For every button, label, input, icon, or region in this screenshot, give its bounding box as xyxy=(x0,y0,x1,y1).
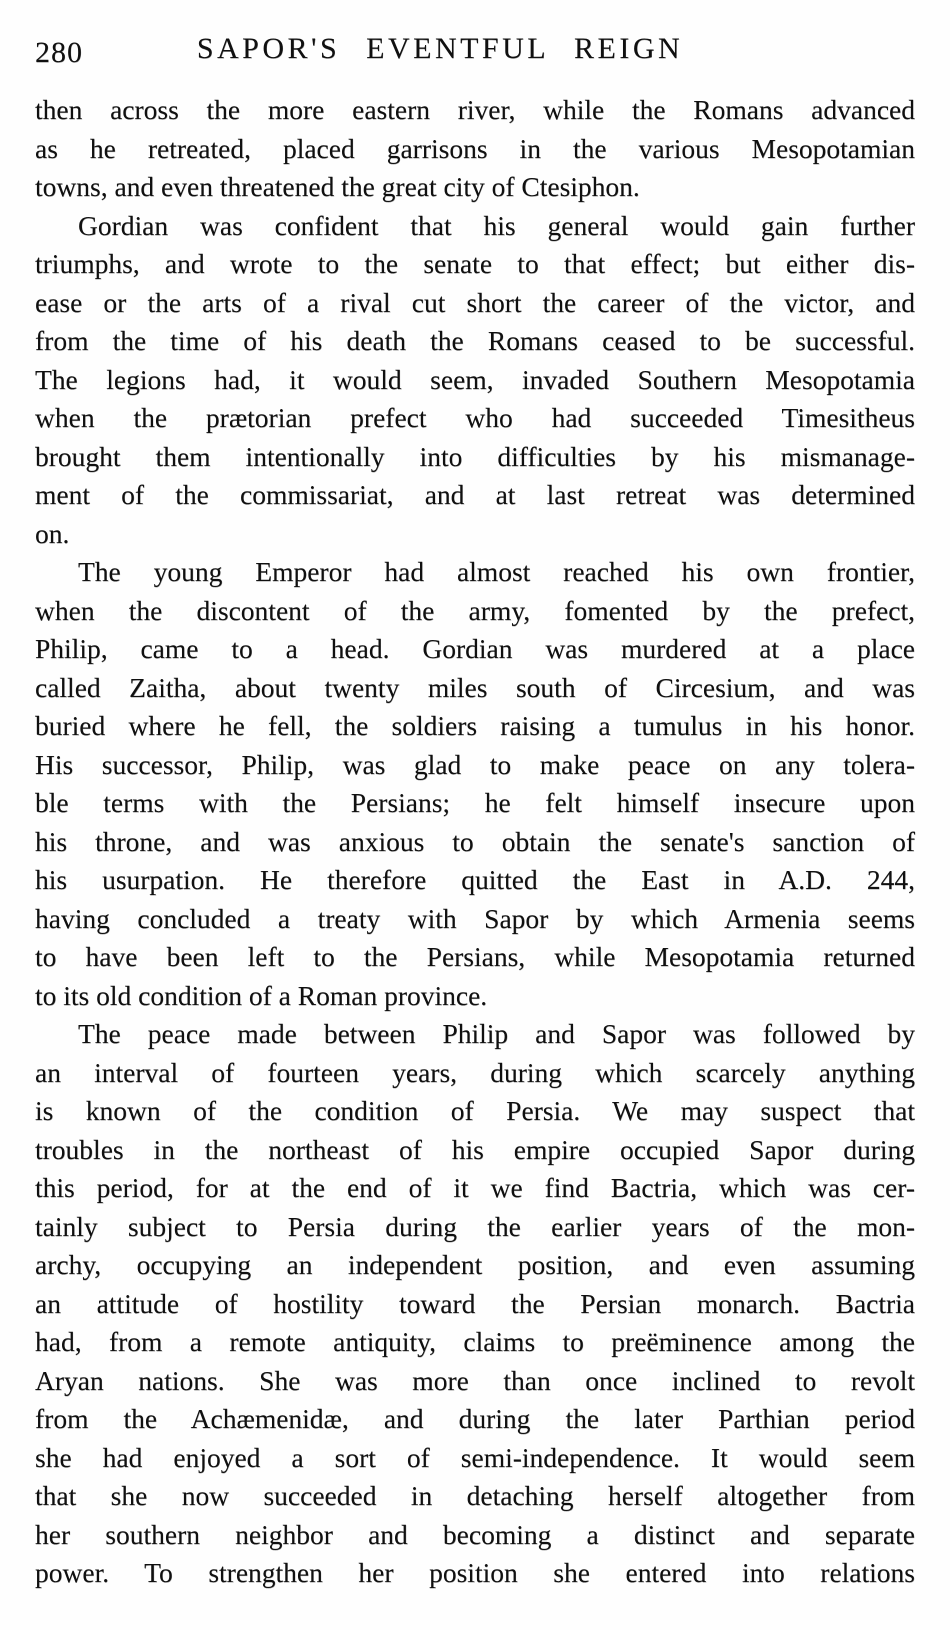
text-line: triumphs, and wrote to the senate to that effect; but either dis- xyxy=(35,248,915,279)
text-line: towns, and even threatened the great city of Ctesiphon. xyxy=(35,171,640,202)
text-line: to its old condition of a Roman province. xyxy=(35,979,488,1011)
text-line: from the Achæmenidæ, and during the later Parthian period xyxy=(35,1403,915,1434)
text-line: having concluded a treaty with Sapor by which Armenia seems xyxy=(35,902,915,934)
text-line: his usurpation. He therefore quitted the East in A.D. 244, xyxy=(35,864,915,895)
text-line: His successor, Philip, was glad to make peace on any tolera- xyxy=(35,748,915,780)
text-line: an attitude of hostility toward the Persian monarch. Bactria xyxy=(35,1287,915,1319)
text-line: The young Emperor had almost reached his own frontier, xyxy=(78,556,915,587)
running-header: SAPOR'S EVENTFUL REIGN xyxy=(196,32,684,65)
page-header xyxy=(35,30,915,70)
text-line: his throne, and was anxious to obtain the senate's sanction of xyxy=(35,825,915,857)
text-line: is known of the condition of Persia. We may suspect that xyxy=(35,1095,915,1126)
text-line: archy, occupying an independent position, and even assuming xyxy=(35,1249,915,1280)
text-line: an interval of fourteen years, during which scarcely anything xyxy=(35,1056,915,1088)
text-line: ble terms with the Persians; he felt himself insecure upon xyxy=(35,787,915,818)
text-line: this period, for at the end of it we find Bactria, which was cer- xyxy=(35,1172,915,1203)
text-line: ease or the arts of a rival cut short the career of the victor, and xyxy=(35,286,915,318)
text-line: The legions had, it would seem, invaded Southern Mesopotamia xyxy=(35,363,915,395)
page-body xyxy=(35,91,915,1593)
text-line: Gordian was confident that his general would gain further xyxy=(78,209,915,241)
text-line: when the discontent of the army, fomented by the prefect, xyxy=(35,594,915,626)
paragraph xyxy=(35,553,915,1015)
text-line: tainly subject to Persia during the earlier years of the mon- xyxy=(35,1210,915,1242)
text-line: The peace made between Philip and Sapor was followed by xyxy=(78,1018,915,1049)
text-line: to have been left to the Persians, while Mesopotamia returned xyxy=(35,941,915,972)
text-line: on. xyxy=(35,517,70,549)
paragraph xyxy=(35,207,915,554)
text-line: from the time of his death the Romans ceased to be successful. xyxy=(35,325,915,356)
text-line: that she now succeeded in detaching herself altogether from xyxy=(35,1480,915,1511)
text-line: power. To strengthen her position she entered into relations xyxy=(35,1557,915,1588)
text-line: buried where he fell, the soldiers raising a tumulus in his honor. xyxy=(35,710,915,741)
text-line: then across the more eastern river, while the Romans advanced xyxy=(35,94,915,125)
text-line: Aryan nations. She was more than once inclined to revolt xyxy=(35,1364,915,1396)
page-number: 280 xyxy=(35,36,83,69)
paragraph xyxy=(35,91,915,207)
paragraph xyxy=(35,1015,915,1593)
text-line: brought them intentionally into difficulties by his mismanage- xyxy=(35,440,915,472)
text-line: when the prætorian prefect who had succeeded Timesitheus xyxy=(35,402,915,433)
text-line: Philip, came to a head. Gordian was murdered at a place xyxy=(35,633,915,664)
text-line: had, from a remote antiquity, claims to preëminence among the xyxy=(35,1326,915,1357)
text-line: troubles in the northeast of his empire occupied Sapor during xyxy=(35,1133,915,1165)
text-line: called Zaitha, about twenty miles south of Circesium, and was xyxy=(35,671,915,703)
text-line: she had enjoyed a sort of semi-independence. It would seem xyxy=(35,1441,915,1473)
text-line: as he retreated, placed garrisons in the various Mesopotamian xyxy=(35,132,915,164)
text-line: her southern neighbor and becoming a distinct and separate xyxy=(35,1518,915,1550)
text-line: ment of the commissariat, and at last retreat was determined xyxy=(35,479,915,510)
